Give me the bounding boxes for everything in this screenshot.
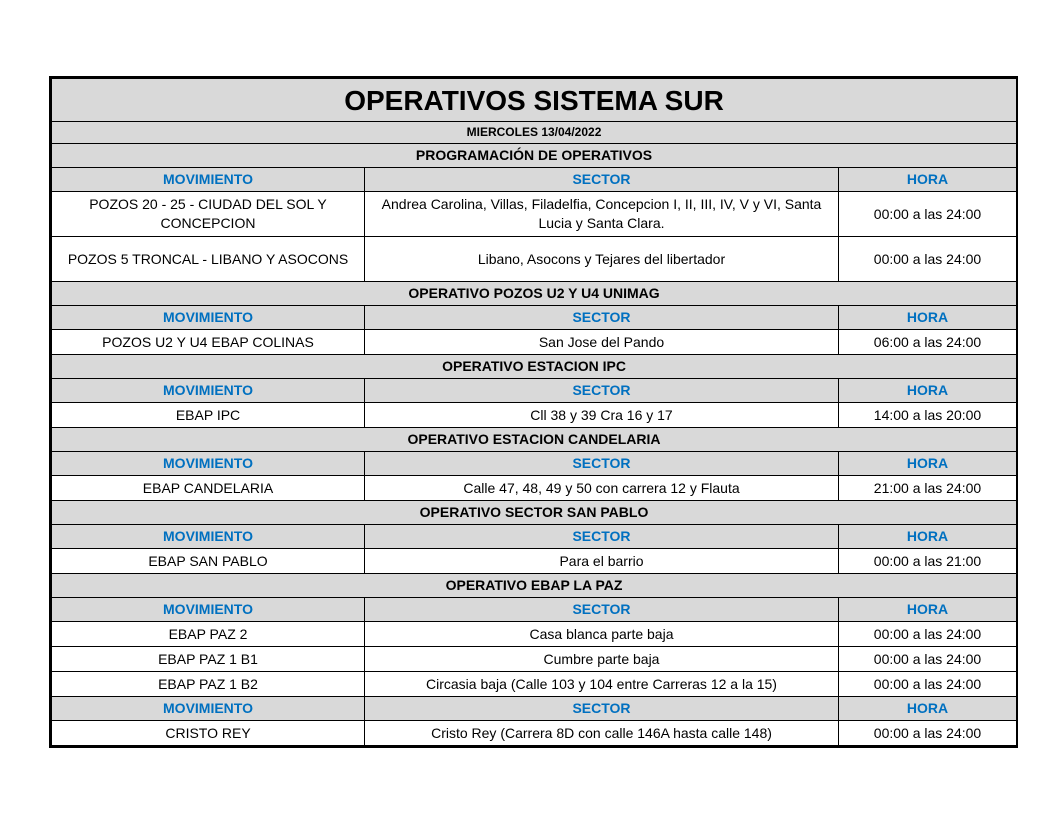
header-movimiento: MOVIMIENTO [52,452,365,476]
cell-movimiento: EBAP PAZ 2 [52,622,365,647]
section-title-row [52,282,1017,306]
header-movimiento: MOVIMIENTO [52,168,365,192]
section-title: PROGRAMACIÓN DE OPERATIVOS [52,144,1017,168]
header-movimiento: MOVIMIENTO [52,697,365,721]
header-movimiento: MOVIMIENTO [52,598,365,622]
table-row [52,330,1017,355]
operativos-table [51,78,1017,746]
header-sector: SECTOR [365,379,839,403]
cell-movimiento: EBAP PAZ 1 B1 [52,647,365,672]
date-row [52,122,1017,144]
header-movimiento: MOVIMIENTO [52,306,365,330]
cell-hora: 06:00 a las 24:00 [839,330,1017,355]
cell-movimiento: EBAP IPC [52,403,365,428]
section-title: OPERATIVO POZOS U2 Y U4 UNIMAG [52,282,1017,306]
column-header-row [52,168,1017,192]
cell-sector: Casa blanca parte baja [365,622,839,647]
table-row [52,647,1017,672]
cell-movimiento: EBAP SAN PABLO [52,549,365,574]
section-title-row [52,428,1017,452]
cell-sector: Cll 38 y 39 Cra 16 y 17 [365,403,839,428]
table-row [52,622,1017,647]
header-sector: SECTOR [365,697,839,721]
header-sector: SECTOR [365,598,839,622]
cell-sector: Cumbre parte baja [365,647,839,672]
cell-hora: 00:00 a las 24:00 [839,721,1017,746]
table-row [52,476,1017,501]
header-hora: HORA [839,379,1017,403]
header-hora: HORA [839,598,1017,622]
title-row [52,79,1017,122]
header-hora: HORA [839,168,1017,192]
column-header-row [52,697,1017,721]
table-row [52,672,1017,697]
cell-hora: 00:00 a las 24:00 [839,672,1017,697]
document-date: MIERCOLES 13/04/2022 [52,122,1017,144]
section-title: OPERATIVO EBAP LA PAZ [52,574,1017,598]
cell-movimiento: EBAP PAZ 1 B2 [52,672,365,697]
section-title: OPERATIVO SECTOR SAN PABLO [52,501,1017,525]
operativos-sheet [49,76,1018,748]
table-row [52,403,1017,428]
cell-sector: Circasia baja (Calle 103 y 104 entre Carreras 12 a la 15) [365,672,839,697]
column-header-row [52,379,1017,403]
table-row [52,721,1017,746]
column-header-row [52,525,1017,549]
table-row [52,237,1017,282]
cell-sector: Calle 47, 48, 49 y 50 con carrera 12 y Flauta [365,476,839,501]
header-sector: SECTOR [365,306,839,330]
header-hora: HORA [839,452,1017,476]
header-movimiento: MOVIMIENTO [52,379,365,403]
cell-sector: Para el barrio [365,549,839,574]
section-title-row [52,501,1017,525]
cell-hora: 00:00 a las 24:00 [839,192,1017,237]
section-title: OPERATIVO ESTACION IPC [52,355,1017,379]
cell-hora: 00:00 a las 21:00 [839,549,1017,574]
table-row [52,192,1017,237]
header-sector: SECTOR [365,525,839,549]
cell-sector: Andrea Carolina, Villas, Filadelfia, Concepcion I, II, III, IV, V y VI, Santa Lucia y Santa Clara. [365,192,839,237]
cell-movimiento: POZOS 20 - 25 - CIUDAD DEL SOL Y CONCEPCION [52,192,365,237]
cell-movimiento: POZOS U2 Y U4 EBAP COLINAS [52,330,365,355]
document-title: OPERATIVOS SISTEMA SUR [52,79,1017,122]
cell-sector: Libano, Asocons y Tejares del libertador [365,237,839,282]
section-title: OPERATIVO ESTACION CANDELARIA [52,428,1017,452]
column-header-row [52,598,1017,622]
column-header-row [52,306,1017,330]
table-row [52,549,1017,574]
column-header-row [52,452,1017,476]
cell-sector: Cristo Rey (Carrera 8D con calle 146A hasta calle 148) [365,721,839,746]
section-title-row [52,355,1017,379]
section-title-row [52,144,1017,168]
header-movimiento: MOVIMIENTO [52,525,365,549]
header-sector: SECTOR [365,452,839,476]
cell-hora: 21:00 a las 24:00 [839,476,1017,501]
cell-sector: San Jose del Pando [365,330,839,355]
cell-hora: 00:00 a las 24:00 [839,237,1017,282]
section-title-row [52,574,1017,598]
cell-movimiento: EBAP CANDELARIA [52,476,365,501]
header-hora: HORA [839,525,1017,549]
header-hora: HORA [839,306,1017,330]
header-sector: SECTOR [365,168,839,192]
cell-hora: 00:00 a las 24:00 [839,647,1017,672]
header-hora: HORA [839,697,1017,721]
cell-hora: 14:00 a las 20:00 [839,403,1017,428]
cell-movimiento: POZOS 5 TRONCAL - LIBANO Y ASOCONS [52,237,365,282]
cell-movimiento: CRISTO REY [52,721,365,746]
cell-hora: 00:00 a las 24:00 [839,622,1017,647]
